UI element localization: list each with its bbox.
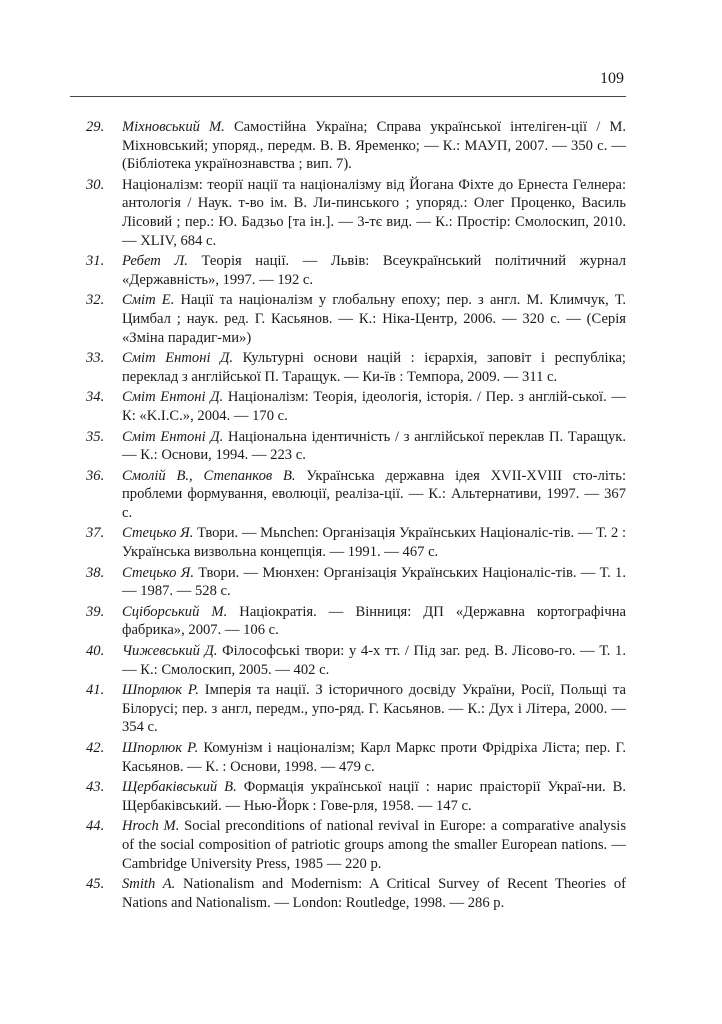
reference-item — [86, 349, 626, 386]
reference-author: Смолій В., Степанков В. — [122, 467, 296, 484]
reference-text: Social preconditions of national revival in Europe: a comparative analysis of the social composition of patriotic groups among the smaller European nations. — Cambridge University Press, 1985 — 220 p. — [122, 818, 626, 872]
reference-number: 36. — [86, 467, 105, 484]
reference-number: 32. — [86, 292, 105, 309]
reference-item — [86, 118, 626, 174]
reference-number: 37. — [86, 525, 105, 542]
reference-text: Філософські твори: у 4-х тт. / Під заг. ред. В. Лісово-го. — Т. 1. — К.: Смолоскип, 2005. — 402 с. — [122, 643, 626, 678]
reference-text: Націоналізм: теорії нації та націоналізму від Йогана Фіхте до Ернеста Гелнера: антологія / Наук. т-во ім. В. Ли-пинського ; упоряд.: Олег Проценко, Василь Лісовий ; пер.: Ю. Бадзьо [та ін.]. — 3-тє вид. — К.: Простір: Смолоскип, 2010. — XLIV, 684 с. — [122, 176, 626, 249]
reference-item — [86, 603, 626, 640]
reference-item — [86, 176, 626, 250]
reference-item — [86, 467, 626, 523]
reference-author: Сміт Е. — [122, 292, 175, 309]
reference-text: Твори. — Mьnchen: Організація Українських Націоналіс-тів. — Т. 2 : Українська визвольна концепція. — 1991. — 467 с. — [122, 525, 626, 561]
reference-number: 39. — [86, 603, 105, 620]
reference-author: Сміт Ентоні Д. — [122, 350, 234, 367]
reference-text: Nationalism and Modernism: A Critical Survey of Recent Theories of Nations and Nationalism. — London: Routledge, 1998. — 286 p. — [122, 876, 626, 911]
reference-text: Українська державна ідея XVII-XVIII сто-літь: проблеми формування, еволюції, реаліза-ції. — К.: Альтернативи, 1997. — 367 с. — [122, 467, 627, 521]
reference-text: Нації та націоналізм у глобальну епоху; пер. з англ. М. Климчук, Т. Цимбал ; наук. ред. Г. Касьянов. — К.: Ніка-Центр, 2006. — 320 с. — (Серія «Зміна парадиг-ми») — [122, 292, 627, 346]
reference-number: 35. — [86, 428, 105, 445]
reference-item — [86, 291, 626, 347]
reference-text: Твори. — Мюнхен: Організація Українських Націоналіс-тів. — Т. 1.— 1987. — 528 с. — [122, 564, 626, 600]
reference-item — [86, 642, 626, 679]
reference-item — [86, 388, 626, 425]
reference-author: Сміт Ентоні Д. — [122, 428, 224, 445]
reference-author: Шпорлюк Р. — [122, 740, 199, 756]
reference-number: 42. — [86, 740, 105, 756]
reference-author: Щербаківський В. — [122, 779, 237, 796]
reference-item — [86, 817, 626, 873]
reference-author: Міхновський М. — [122, 119, 225, 135]
reference-item — [86, 739, 626, 776]
reference-text: Самостійна Україна; Справа української інтеліген-ції / М. Міхновський; упоряд., передм. В. В. Яременко; — К.: МАУП, 2007. — 350 с. — (Бібліотека українознавства ; вип. 7). — [122, 119, 626, 173]
reference-text: Націоналізм: Теорія, ідеологія, історія. / Пер. з англій-ської. — К: «K.I.C.», 2004. — 170 с. — [122, 389, 626, 424]
reference-author: Hroch M. — [122, 818, 180, 835]
reference-number: 29. — [86, 119, 105, 135]
reference-text: Націократія. — Вінниця: ДП «Державна кортографічна фабрика», 2007. — 106 с. — [122, 603, 626, 639]
reference-author: Ребет Л. — [122, 253, 188, 270]
reference-text: Імперія та нації. З історичного досвіду України, Росії, Польщі та Білорусі; пер. з англ, передм., упо-ряд. Г. Касьянов. — К.: Дух і Літера, 2000. — 354 с. — [122, 682, 626, 736]
reference-number: 40. — [86, 643, 105, 660]
reference-number: 43. — [86, 779, 105, 796]
reference-number: 41. — [86, 682, 105, 699]
reference-author: Smith A. — [122, 876, 176, 893]
reference-item — [86, 524, 626, 561]
reference-text: Культурні основи націй : ієрархія, заповіт і республіка; переклад з англійської П. Таращук. — Ки-їв : Темпора, 2009. — 311 с. — [122, 350, 626, 385]
reference-author: Стецько Я. — [122, 525, 194, 542]
reference-number: 38. — [86, 564, 105, 581]
reference-author: Стецько Я. — [122, 564, 194, 581]
reference-author: Сміт Ентоні Д. — [122, 389, 224, 406]
reference-author: Чижевський Д. — [122, 643, 218, 660]
reference-item — [86, 875, 626, 912]
reference-number: 34. — [86, 389, 105, 406]
reference-number: 30. — [86, 176, 105, 193]
header-rule — [70, 96, 626, 97]
reference-item — [86, 252, 626, 289]
reference-text: Формація української нації : нарис праісторії Украї-ни. В. Щербаківський. — Нью-Йорк : Гове-рля, 1958. — 147 с. — [122, 779, 627, 814]
reference-number: 44. — [86, 818, 105, 835]
reference-number: 45. — [86, 876, 105, 893]
reference-author: Сціборський М. — [122, 603, 228, 620]
reference-list — [86, 118, 626, 914]
reference-item — [86, 428, 626, 465]
reference-item — [86, 681, 626, 737]
reference-item — [86, 564, 626, 601]
reference-author: Шпорлюк Р. — [122, 682, 199, 699]
reference-item — [86, 778, 626, 815]
reference-number: 33. — [86, 350, 105, 367]
reference-text: Комунізм і націоналізм; Карл Маркс проти Фрідріха Ліста; пер. Г. Касьянов. — К. : Основи, 1998. — 479 с. — [122, 740, 626, 775]
reference-number: 31. — [86, 253, 105, 270]
reference-text: Національна ідентичність / з англійської переклав П. Таращук. — К.: Основи, 1994. — 223 с. — [122, 428, 626, 464]
reference-text: Теорія нації. — Львів: Всеукраїнський політичний журнал «Державність», 1997. — 192 с. — [122, 253, 626, 288]
page-number: 109 — [600, 70, 624, 87]
